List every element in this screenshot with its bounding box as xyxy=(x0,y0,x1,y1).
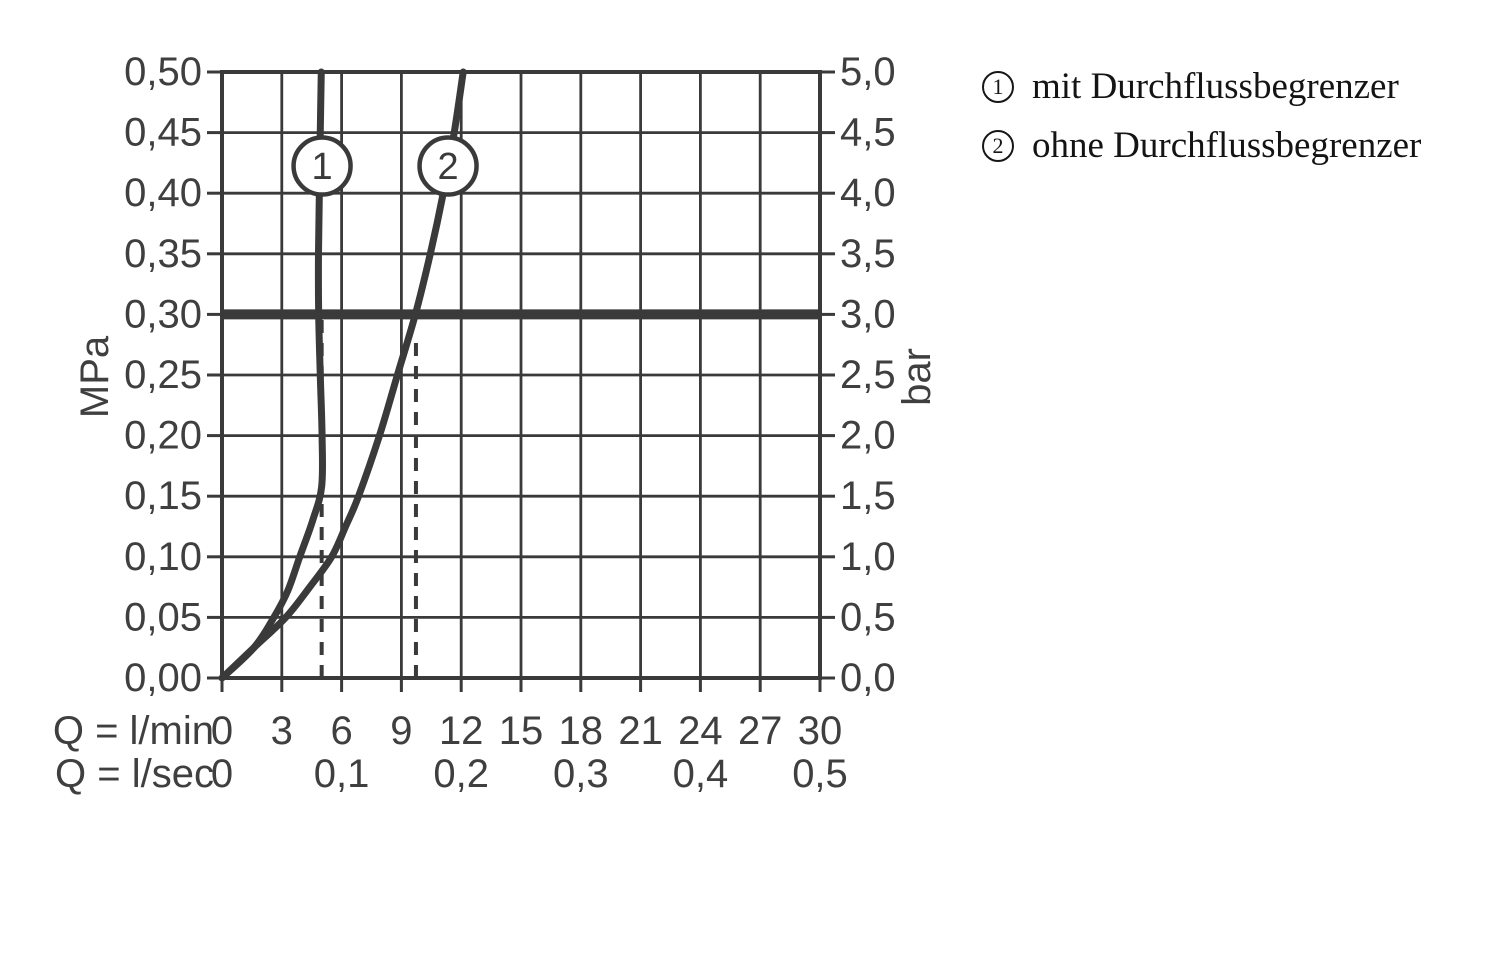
x-tick-label-lmin: 12 xyxy=(438,709,484,753)
x-tick-label-lsec: 0,4 xyxy=(672,752,729,796)
legend-item-1 xyxy=(982,68,1421,105)
y-left-tick-label: 0,15 xyxy=(124,474,202,519)
legend-marker-1-number: 1 xyxy=(992,73,1004,99)
y-right-tick-label: 1,5 xyxy=(840,474,896,519)
x-axis-caption-lsec: Q = l/sec xyxy=(55,752,214,796)
y-right-tick-label: 5,0 xyxy=(840,50,896,94)
y-right-tick-label: 1,0 xyxy=(840,534,896,579)
x-tick-label-lmin: 30 xyxy=(797,709,843,753)
y-right-tick-label: 2,0 xyxy=(840,413,896,458)
legend-label-2: ohne Durchflussbegrenzer xyxy=(1032,125,1422,166)
x-tick-label-lmin: 3 xyxy=(270,709,293,753)
y-right-tick-label: 3,5 xyxy=(840,231,896,276)
x-tick-label-lsec: 0,5 xyxy=(792,752,848,796)
x-tick-label-lmin: 18 xyxy=(558,709,604,753)
y-right-tick-label: 4,5 xyxy=(840,110,896,155)
y-right-tick-label: 2,5 xyxy=(840,353,896,397)
legend-marker-2-number: 2 xyxy=(992,132,1004,158)
y-left-unit-label: MPa xyxy=(73,335,117,419)
x-tick-label-lmin: 15 xyxy=(498,709,544,753)
y-left-tick-label: 0,45 xyxy=(124,110,202,155)
legend xyxy=(982,68,1421,186)
legend-marker-2-icon xyxy=(982,130,1014,162)
x-tick-label-lsec: 0,1 xyxy=(313,752,370,796)
x-tick-label-lmin: 9 xyxy=(390,709,413,753)
x-tick-label-lsec: 0,3 xyxy=(552,752,609,796)
y-left-tick-label: 0,00 xyxy=(124,656,202,700)
legend-label-1: mit Durchflussbegrenzer xyxy=(1032,66,1399,107)
y-left-tick-label: 0,05 xyxy=(124,595,202,640)
x-tick-label-lsec: 0 xyxy=(210,752,234,796)
y-left-tick-label: 0,20 xyxy=(124,413,202,458)
y-left-tick-label: 0,40 xyxy=(124,171,202,216)
x-axis-caption-lmin: Q = l/min xyxy=(52,709,214,753)
y-left-tick-label: 0,10 xyxy=(124,534,202,579)
x-tick-label-lmin: 27 xyxy=(737,709,783,753)
y-left-tick-label: 0,25 xyxy=(124,353,202,397)
curve-marker-1-number: 1 xyxy=(311,146,333,189)
legend-marker-1-icon xyxy=(982,71,1014,103)
x-tick-label-lmin: 6 xyxy=(330,709,353,753)
y-right-tick-label: 0,5 xyxy=(840,595,896,640)
x-tick-label-lmin: 21 xyxy=(618,709,663,753)
legend-item-2 xyxy=(982,127,1421,164)
y-right-tick-label: 4,0 xyxy=(840,171,896,216)
curve-marker-2-number: 2 xyxy=(437,146,459,189)
x-tick-label-lsec: 0,2 xyxy=(433,752,490,796)
y-left-tick-label: 0,35 xyxy=(124,231,202,276)
y-right-unit-label: bar xyxy=(895,348,939,406)
x-tick-label-lmin: 24 xyxy=(678,709,723,753)
y-left-tick-label: 0,30 xyxy=(124,292,202,337)
y-left-tick-label: 0,50 xyxy=(124,50,202,94)
y-right-tick-label: 3,0 xyxy=(840,292,896,337)
x-tick-label-lmin: 0 xyxy=(210,709,234,753)
y-right-tick-label: 0,0 xyxy=(840,656,896,700)
